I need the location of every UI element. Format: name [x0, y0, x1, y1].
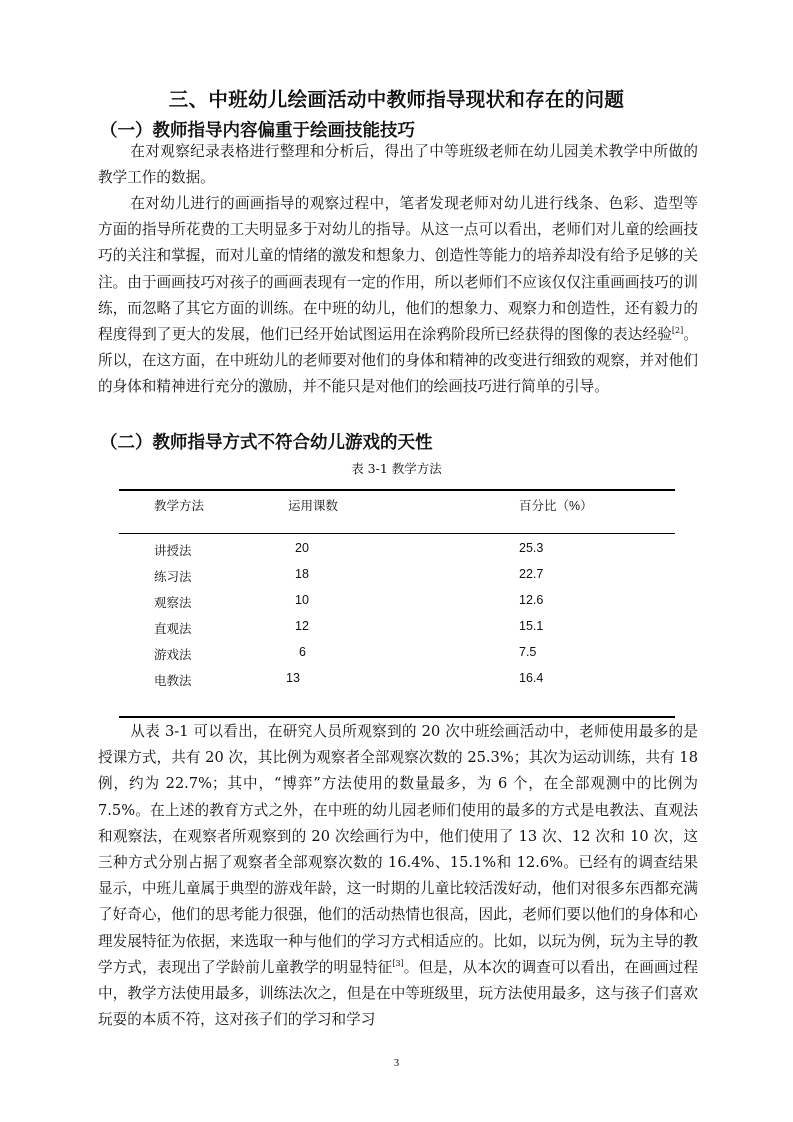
table-cell-count: 6 [299, 645, 306, 659]
table-cell-method: 讲授法 [154, 544, 192, 558]
table-cell-percent: 12.6 [519, 593, 544, 607]
table-cell-percent: 25.3 [519, 541, 544, 555]
table-bottom-rule [119, 716, 675, 718]
table-header-percent: 百分比（%） [519, 499, 593, 513]
section-title: 三、中班幼儿绘画活动中教师指导现状和存在的问题 [168, 88, 625, 111]
table-cell-count: 12 [295, 619, 309, 633]
citation-3: [3] [392, 958, 404, 968]
table-cell-percent: 22.7 [519, 567, 544, 581]
table-cell-percent: 7.5 [519, 645, 537, 659]
paragraph-1 [98, 139, 698, 191]
paragraph-3 [98, 719, 698, 1033]
table-cell-percent: 16.4 [519, 671, 544, 685]
table-header-method: 教学方法 [154, 499, 205, 513]
table-cell-method: 电教法 [154, 674, 192, 688]
table-header-rule [119, 533, 675, 534]
subsection-heading-1: （一）教师指导内容偏重于绘画技能技巧 [100, 121, 415, 141]
page-number: 3 [393, 1058, 400, 1069]
table-header-count: 运用课数 [288, 499, 339, 513]
table-cell-percent: 15.1 [519, 619, 544, 633]
paragraph-1-text: 在对观察纪录表格进行整理和分析后，得出了中等班级老师在幼儿园美术教学中所做的教学工作的数据。 [98, 143, 698, 187]
table-cell-count: 18 [295, 567, 309, 581]
table-cell-count: 20 [295, 541, 309, 555]
paragraph-2 [98, 191, 698, 401]
paragraph-2-text: 在对幼儿进行的画画指导的观察过程中，笔者发现老师对幼儿进行线条、色彩、造型等方面的指导所花费的工夫明显多于对幼儿的指导。从这一点可以看出，老师们对儿童的绘画技巧的关注和掌握，而对儿童的情绪的激发和想象力、创造性等能力的培养却没有给予足够的关注。由于画画技巧对孩子的画画表现有一定的作用，所以老师们不应该仅仅注重画画技巧的训练，而忽略了其它方面的训练。在中班的幼儿，他们的想象力、观察力和创造性，还有毅力的程度得到了更大的发展，他们已经开始试图运用在涂鸦阶段所已经获得的图像的表达经验 [98, 195, 698, 344]
paragraph-2-text-cont: 。所以，在这方面，在中班幼儿的老师要对他们的身体和精神的改变进行细致的观察，并对他们的身体和精神进行充分的激励，并不能只是对他们的绘画技巧进行简单的引导。 [98, 326, 698, 396]
paragraph-3-text-cont: 。但是，从本次的调查可以看出，在画画过程中，教学方法使用最多，训练法次之，但是在中等班级里，玩方法使用最多，这与孩子们喜欢玩耍的本质不符，这对孩子们的学习和学习 [98, 958, 698, 1029]
table-cell-count: 10 [295, 593, 309, 607]
table-caption: 表 3-1 教学方法 [351, 461, 442, 476]
citation-2: [2] [671, 326, 684, 336]
table-cell-method: 观察法 [154, 596, 192, 610]
table-cell-method: 练习法 [154, 570, 192, 584]
subsection-heading-2: （二）教师指导方式不符合幼儿游戏的天性 [100, 433, 433, 453]
table-cell-method: 游戏法 [154, 648, 192, 662]
table-top-rule [119, 489, 675, 491]
table-cell-count: 13 [286, 671, 300, 685]
paragraph-3-text: 从表 3-1 可以看出，在研究人员所观察到的 20 次中班绘画活动中，老师使用最多的是授课方式，共有 20 次，其比例为观察者全部观察次数的 25.3%；其次为运动训练，共有 18 例，约为 22.7%；其中，“博弈”方法使用的数量最多，为 6 个，在全部观测中的比例为 7.5%。在上述的教育方式之外，在中班的幼儿园老师们使用的最多的方式是电教法、直观法和观察法，在观察者所观察到的 20 次绘画行为中，他们使用了 13 次、12 次和 10 次，这三种方式分别占据了观察者全部观察次数的 16.4%、15.1%和 12.6%。已经有的调查结果显示，中班儿童属于典型的游戏年龄，这一时期的儿童比较活泼好动，他们对很多东西都充满了好奇心，他们的思考能力很强，他们的活动热情也很高，因此，老师们要以他们的身体和心理发展特征为依据，来选取一种与他们的学习方式相适应的。比如，以玩为例，玩为主导的教学方式，表现出了学龄前儿童教学的明显特征 [98, 723, 698, 976]
table-cell-method: 直观法 [154, 622, 192, 636]
